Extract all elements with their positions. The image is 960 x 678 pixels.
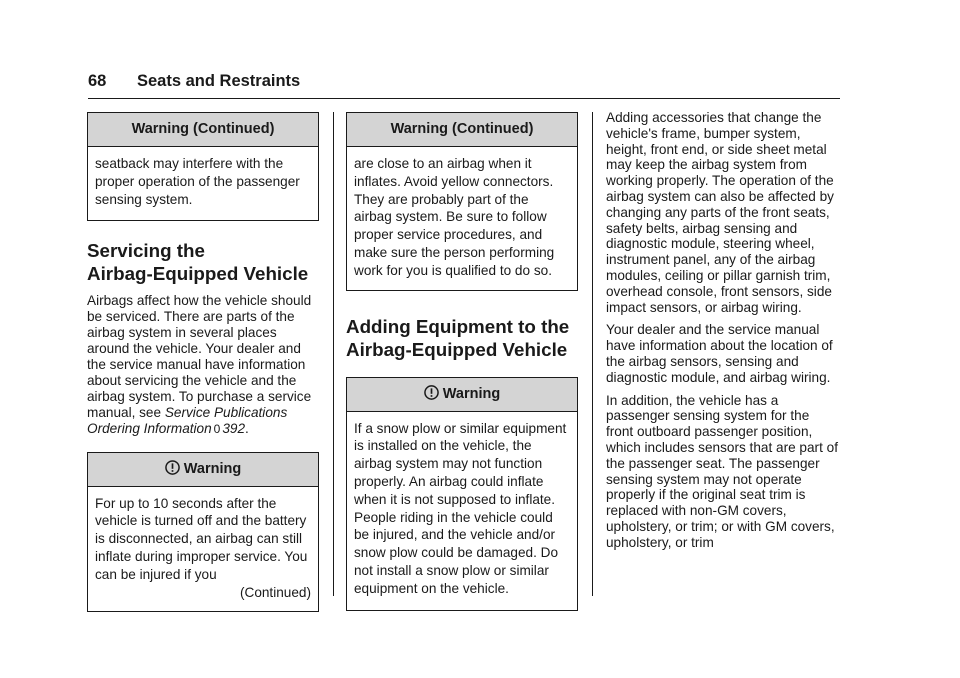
warning-heading [88, 453, 318, 487]
page-number: 68 [88, 72, 107, 90]
section-heading-line2: Airbag-Equipped Vehicle [346, 338, 568, 360]
column-middle [346, 112, 578, 611]
accessories-paragraph: Adding accessories that change the vehicle's frame, bumper system, height, front end, or side sheet metal may keep the airbag system from working properly. The operation of the airbag system can also be affected by changing any parts of the front seats, safety belts, airbag sensing and diagnostic module, steering wheel, instrument panel, any of the airbag modules, ceiling or pillar garnish trim, overhead console, front sensors, side impact sensors, or airbag wiring. [606, 110, 834, 315]
continued-label: (Continued) [239, 584, 311, 600]
warning-text: For up to 10 seconds after the vehicle is turned off and the battery is disconnected, an airbag can still inflate during improper service. You can be injured if you [95, 495, 308, 582]
passenger-sensing-paragraph: In addition, the vehicle has a passenger sensing system for the front outboard passenger position, which includes sensors that are part of the passenger seat. The passenger sensing system may not operate properly if the original seat trim is replaced with non-GM covers, upholstery, or trim; or with GM covers, upholstery, or trim [606, 392, 838, 550]
warning-text: If a snow plow or similar equipment is installed on the vehicle, the airbag system may not function properly. An airbag could inflate when it is not supposed to inflate. People riding in the vehicle could be injured, and the vehicle and/or snow plow could be damaged. Do not install a snow plow or similar equipment on the vehicle. [354, 420, 567, 596]
section-heading-line1: Adding Equipment to the [346, 315, 570, 337]
column-left [87, 112, 319, 612]
page-reference-number[interactable]: 392 [222, 420, 246, 436]
section-heading [87, 239, 319, 285]
section-heading-line2: Airbag-Equipped Vehicle [87, 263, 309, 285]
warning-heading: Warning (Continued) [347, 113, 577, 147]
page-header [88, 70, 840, 99]
warning-box [346, 377, 578, 611]
servicing-text: Airbags affect how the vehicle should be serviced. There are parts of the airbag system in several places around the vehicle. Your dealer and the service manual have information about servicing the vehicle and the airbag system. To purchase a service manual, see [87, 293, 312, 420]
section-heading-line1: Servicing the [87, 240, 205, 262]
warning-body [88, 487, 318, 612]
column-divider [592, 112, 593, 596]
warning-triangle-icon [165, 460, 180, 475]
service-publications-link[interactable]: Service Publications Ordering Information [87, 404, 288, 436]
page-reference-arrow-icon: 0 [213, 421, 221, 436]
warning-heading: Warning (Continued) [88, 113, 318, 147]
warning-label: Warning [183, 460, 242, 477]
section-title: Seats and Restraints [137, 72, 301, 90]
warning-box [87, 452, 319, 613]
warning-heading [347, 378, 577, 412]
column-right [606, 110, 838, 551]
warning-triangle-icon [424, 385, 439, 400]
warning-text: seatback may interfere with the proper operation of the passenger sensing system. [95, 156, 300, 207]
period: . [245, 420, 249, 436]
warning-box-continued [346, 112, 578, 291]
column-divider [333, 112, 334, 596]
warning-label: Warning [442, 385, 501, 402]
warning-box-continued [87, 112, 319, 221]
servicing-paragraph [87, 293, 319, 437]
dealer-paragraph: Your dealer and the service manual have information about the location of the airbag sensors, sensing and diagnostic module, and airbag wiring. [606, 322, 833, 385]
warning-text: are close to an airbag when it inflates. Avoid yellow connectors. They are probably part of the airbag system. Be sure to follow proper service procedures, and make sure the person performing work for you is qualified to do so. [354, 156, 555, 278]
section-heading [346, 315, 578, 361]
